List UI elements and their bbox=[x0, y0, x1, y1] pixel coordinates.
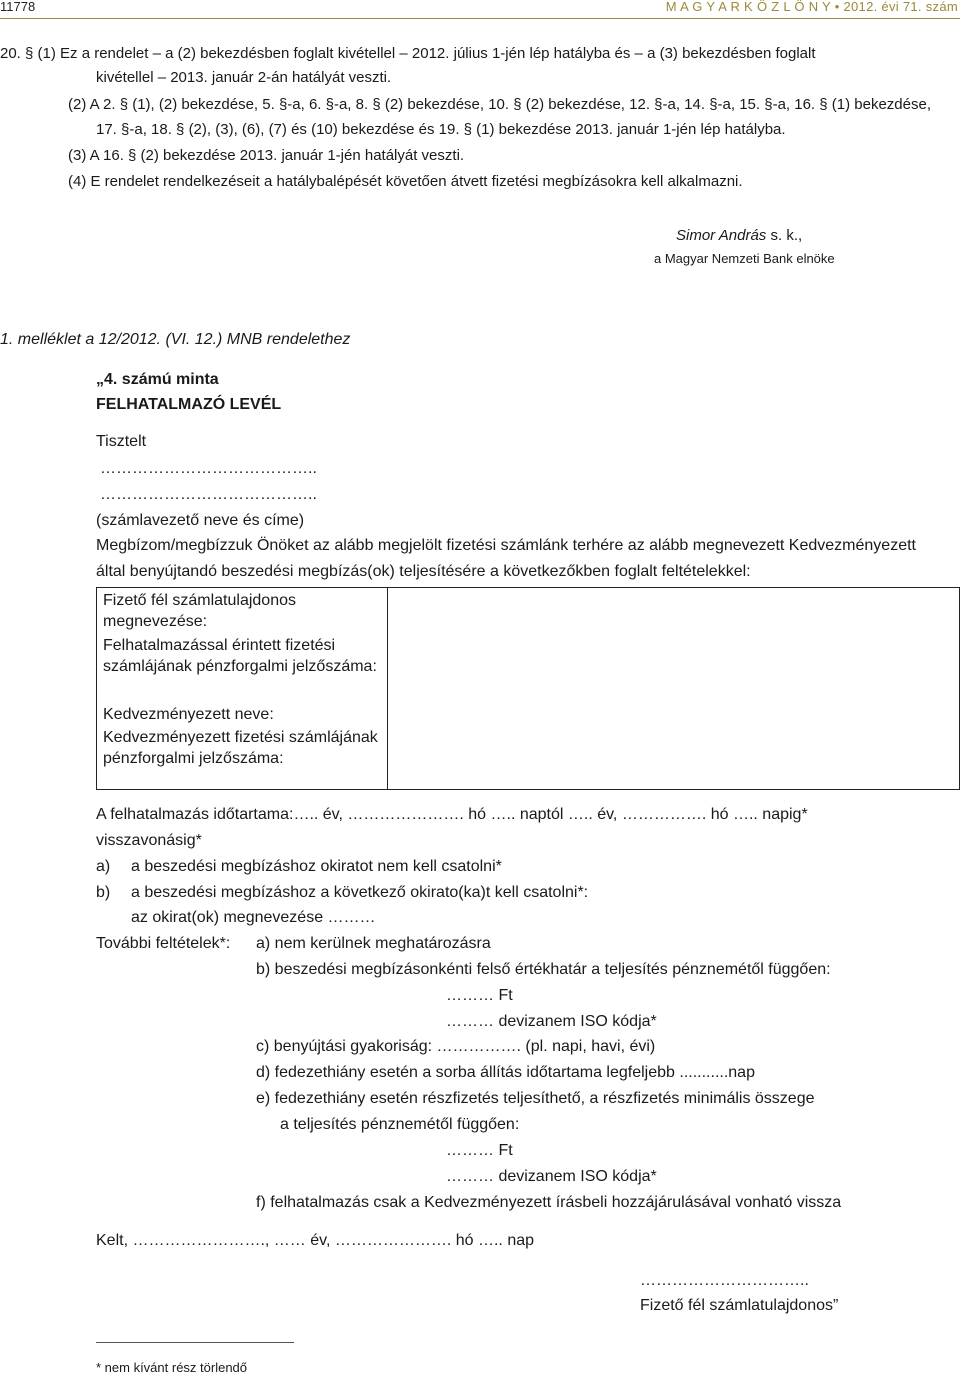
intro-line-2: által benyújtandó beszedési megbízás(ok) teljesítésére a következőkben foglalt feltételekkel: bbox=[96, 563, 751, 580]
condition-e-iso: ……… devizanem ISO kódja* bbox=[446, 1168, 657, 1185]
option-a-text: a beszedési megbízáshoz okiratot nem kell csatolni* bbox=[131, 858, 502, 875]
letter-title: FELHATALMAZÓ LEVÉL bbox=[96, 396, 282, 413]
table-column-divider bbox=[387, 588, 388, 789]
signatory-role: a Magyar Nemzeti Bank elnöke bbox=[654, 251, 835, 266]
section-20-paragraph-2-line-1: (2) A 2. § (1), (2) bekezdése, 5. §-a, 6. §-a, 8. § (2) bekezdése, 10. § (2) bekezdése, 12. §-a, 14. §-a, 15. §-a, 16. § (1) bekezdése, bbox=[68, 96, 931, 113]
condition-b: b) beszedési megbízásonkénti felső értékhatár a teljesítés pénznemétől függően: bbox=[256, 961, 831, 978]
condition-c: c) benyújtási gyakoriság: ……………. (pl. napi, havi, évi) bbox=[256, 1038, 656, 1055]
signatory-name: Simor András bbox=[676, 227, 767, 244]
condition-b-ft: ……… Ft bbox=[446, 987, 513, 1004]
option-a-label: a) bbox=[96, 858, 111, 875]
further-conditions-label: További feltételek*: bbox=[96, 935, 231, 952]
header-rule bbox=[0, 18, 960, 19]
condition-f: f) felhatalmazás csak a Kedvezményezett írásbeli hozzájárulásával vonható vissza bbox=[256, 1194, 842, 1211]
condition-a: a) nem kerülnek meghatározásra bbox=[256, 935, 491, 952]
condition-e-line-1: e) fedezethiány esetén részfizetés teljesíthető, a részfizetés minimális összege bbox=[256, 1090, 815, 1107]
section-20-paragraph-1-line-2: kivétellel – 2013. január 2-án hatályát veszti. bbox=[96, 69, 392, 86]
section-20-paragraph-4: (4) E rendelet rendelkezéseit a hatálybalépését követően átvett fizetési megbízásokra kell alkalmazni. bbox=[68, 173, 743, 190]
authorization-duration: A felhatalmazás időtartama:….. év, …………………. hó ….. naptól ….. év, ……………. hó ….. napig* bbox=[96, 806, 808, 823]
condition-e-line-2: a teljesítés pénznemétől függően: bbox=[280, 1116, 520, 1133]
option-b-text: a beszedési megbízáshoz a következő okirato(ka)t kell csatolni*: bbox=[131, 884, 589, 901]
bank-caption: (számlavezető neve és címe) bbox=[96, 512, 305, 529]
footnote-rule bbox=[96, 1342, 294, 1343]
journal-title: M A G Y A R K Ö Z L Ö N Y • 2012. évi 71. szám bbox=[665, 0, 958, 14]
table-row-payer-account: Felhatalmazással érintett fizetési számlájának pénzforgalmi jelzőszáma: bbox=[103, 637, 377, 675]
bank-name-dots: ………………………………….. bbox=[100, 460, 317, 477]
place-and-date: Kelt, ……………………., …… év, …………………. hó ….. nap bbox=[96, 1232, 535, 1249]
payer-signature-dots: ………………………….. bbox=[640, 1272, 809, 1289]
payer-details-table bbox=[96, 587, 960, 790]
payer-signature-caption: Fizető fél számlatulajdonos” bbox=[640, 1297, 839, 1314]
section-20-paragraph-3: (3) A 16. § (2) bekezdése 2013. január 1-jén hatályát veszti. bbox=[68, 147, 465, 164]
table-row-beneficiary-name: Kedvezményezett neve: bbox=[103, 706, 274, 723]
condition-b-iso: ……… devizanem ISO kódja* bbox=[446, 1013, 657, 1030]
signature-block bbox=[676, 227, 802, 244]
signatory-sk: s. k., bbox=[770, 227, 803, 244]
condition-d: d) fedezethiány esetén a sorba állítás időtartama legfeljebb ...........nap bbox=[256, 1064, 755, 1081]
table-row-beneficiary-account: Kedvezményezett fizetési számlájának pénzforgalmi jelzőszáma: bbox=[103, 729, 378, 767]
revocation-option: visszavonásig* bbox=[96, 832, 202, 849]
option-b-document-name: az okirat(ok) megnevezése ……… bbox=[131, 909, 376, 926]
annex-title: 1. melléklet a 12/2012. (VI. 12.) MNB rendelethez bbox=[0, 331, 351, 348]
page-number: 11778 bbox=[0, 0, 36, 14]
intro-line-1: Megbízom/megbízzuk Önöket az alább megjelölt fizetési számlánk terhére az alább megnevezett Kedvezményezett bbox=[96, 537, 916, 554]
table-row-payer-name: Fizető fél számlatulajdonos megnevezése: bbox=[103, 592, 296, 630]
condition-e-ft: ……… Ft bbox=[446, 1142, 513, 1159]
section-20-paragraph-2-line-2: 17. §-a, 18. § (2), (3), (6), (7) és (10) bekezdése és 19. § (1) bekezdése 2013. január 1-jén lép hatályba. bbox=[96, 121, 786, 138]
bank-address-dots: ………………………………….. bbox=[100, 486, 317, 503]
footnote: * nem kívánt rész törlendő bbox=[96, 1360, 248, 1375]
sample-number: „4. számú minta bbox=[96, 371, 219, 388]
section-20-paragraph-1-line-1: 20. § (1) Ez a rendelet – a (2) bekezdésben foglalt kivétellel – 2012. július 1-jén lép hatályba és – a (3) bekezdésben foglalt bbox=[0, 45, 816, 62]
option-b-label: b) bbox=[96, 884, 111, 901]
salutation: Tisztelt bbox=[96, 433, 147, 450]
